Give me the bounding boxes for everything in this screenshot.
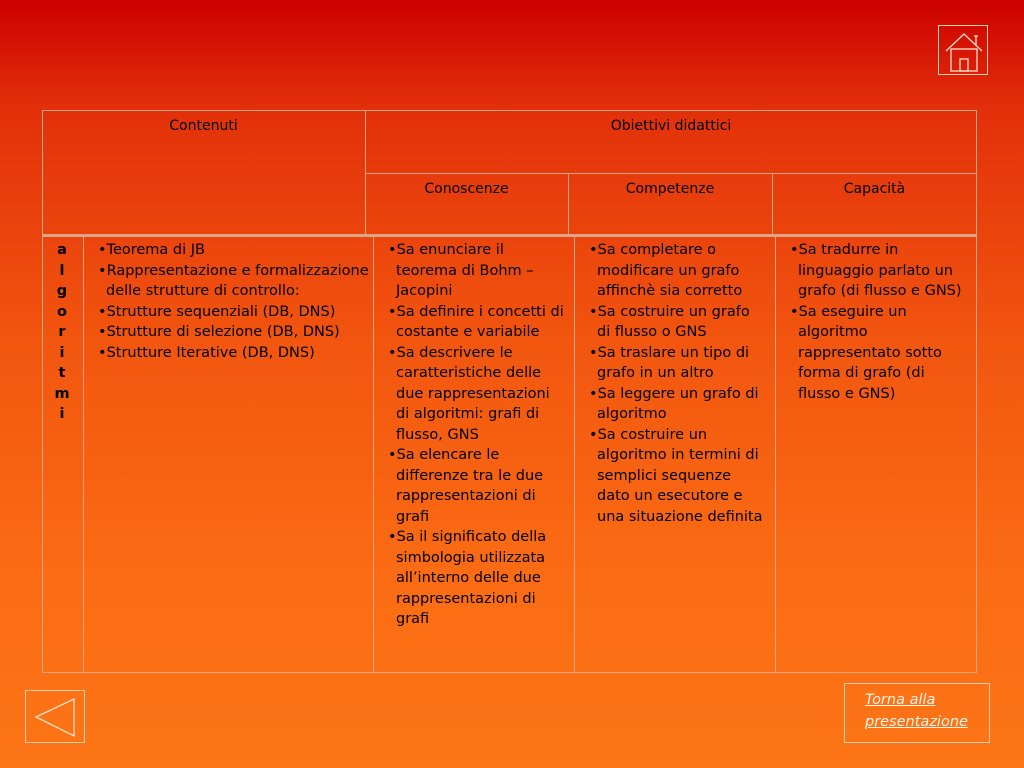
back-button[interactable]: [25, 690, 85, 743]
header-obiettivi: Obiettivi didattici: [610, 118, 732, 134]
return-to-presentation-link[interactable]: Torna alla presentazione: [865, 692, 968, 730]
competenze-cell: [589, 240, 767, 527]
list-item: • Sa enunciare il teorema di Bohm – Jacopini: [388, 240, 566, 302]
header-capacita: Capacità: [843, 181, 906, 197]
header-contenuti: Contenuti: [169, 118, 238, 134]
list-item: • Sa costruire un grafo di flusso o GNS: [589, 302, 767, 343]
triangle-left-icon: [26, 691, 86, 744]
return-link-box: [844, 683, 990, 743]
header-competenze: Competenze: [625, 181, 715, 197]
list-item: • Sa elencare le differenze tra le due rappresentazioni di grafi: [388, 445, 566, 527]
list-item: • Sa definire i concetti di costante e variabile: [388, 302, 566, 343]
list-item: • Teorema di JB: [98, 240, 370, 261]
list-item: • Sa eseguire un algoritmo rappresentato sotto forma di grafo (di flusso e GNS): [790, 302, 970, 405]
list-item: • Sa tradurre in linguaggio parlato un grafo (di flusso e GNS): [790, 240, 970, 302]
conoscenze-cell: [388, 240, 566, 630]
list-item: • Sa costruire un algoritmo in termini di semplici sequenze dato un esecutore e una situazione definita: [589, 425, 767, 528]
list-item: • Sa traslare un tipo di grafo in un altro: [589, 343, 767, 384]
list-item: • Rappresentazione e formalizzazione delle strutture di controllo:: [98, 261, 370, 302]
list-item: • Sa descrivere le caratteristiche delle due rappresentazioni di algoritmi: grafi di flusso, GNS: [388, 343, 566, 446]
list-item: • Strutture Iterative (DB, DNS): [98, 343, 370, 364]
header-conoscenze: Conoscenze: [424, 181, 509, 197]
list-item: • Strutture sequenziali (DB, DNS): [98, 302, 370, 323]
row-label-algoritmi: a l g o r i t m i: [54, 242, 70, 422]
capacita-cell: [790, 240, 970, 404]
contenuti-cell: [98, 240, 370, 363]
list-item: • Sa completare o modificare un grafo affinchè sia corretto: [589, 240, 767, 302]
list-item: • Sa leggere un grafo di algoritmo: [589, 384, 767, 425]
list-item: • Sa il significato della simbologia utilizzata all’interno delle due rappresentazioni di grafi: [388, 527, 566, 630]
home-button[interactable]: [938, 25, 988, 75]
house-icon: [939, 26, 989, 76]
list-item: • Strutture di selezione (DB, DNS): [98, 322, 370, 343]
